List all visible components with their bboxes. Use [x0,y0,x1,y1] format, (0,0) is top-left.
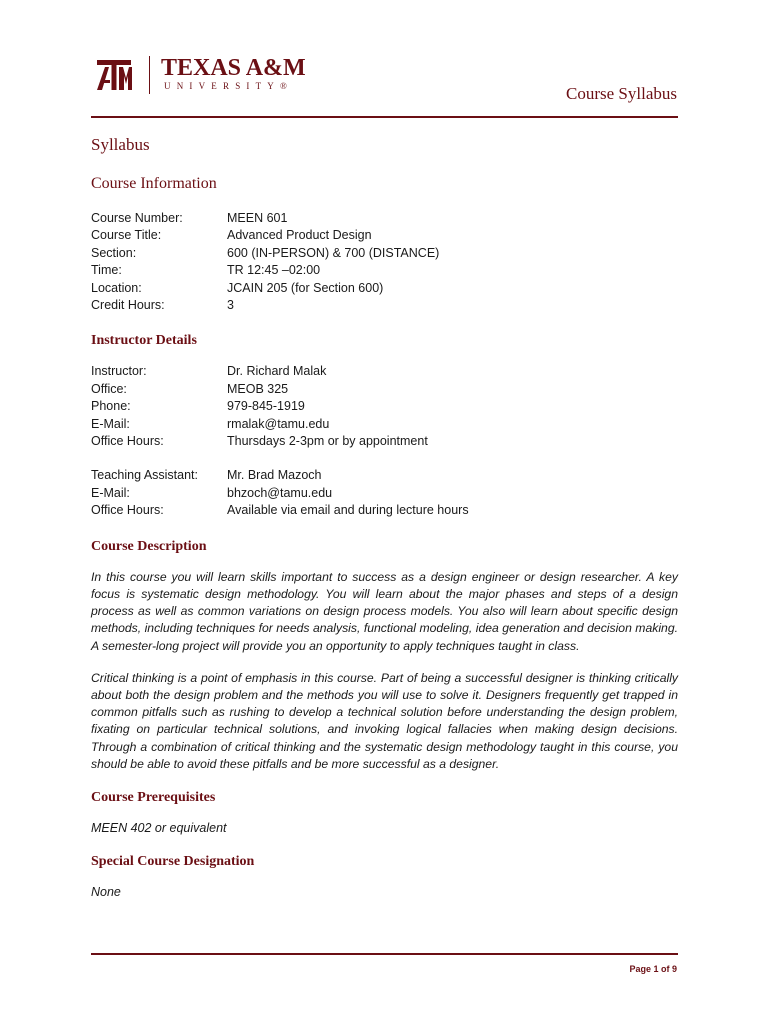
instructor-details-heading: Instructor Details [91,333,197,349]
info-label: Course Number: [91,211,183,225]
info-value: 600 (IN-PERSON) & 700 (DISTANCE) [227,245,440,260]
instructor-value: Dr. Richard Malak [227,364,327,379]
ta-row [91,467,678,484]
instructor-value: Thursdays 2-3pm or by appointment [227,434,428,449]
info-row [91,297,678,314]
info-row [91,280,678,297]
ta-row [91,502,678,519]
info-value: Advanced Product Design [227,228,372,243]
course-information-heading: Course Information [91,175,217,192]
info-row [91,245,678,262]
document-title: Course Syllabus [566,84,677,103]
description-paragraph: Critical thinking is a point of emphasis in this course. Part of being a successful designer is thinking critically about both the design problem and the methods you will use to solve it. Designers frequently get trapped in common pitfalls such as rushing to develop a technical solution before understanding the design problem, fixating on particular technical solutions, and invoking logical fallacies when making design decisions. Through a combination of critical thinking and the systematic design methodology taught in this course, you should be able to avoid these pitfalls and be more successful as a designer. [91,670,678,771]
instructor-label: Office: [91,381,127,396]
info-row [91,227,678,244]
page-number: Page 1 of 9 [629,964,677,974]
ta-row [91,485,678,502]
instructor-row [91,381,678,398]
info-label: Credit Hours: [91,298,165,313]
description-paragraph: In this course you will learn skills important to success as a design engineer or design researcher. A key focus is systematic design methodology. You will learn about the major phases and steps of a design process as well as common variations on design process models. You also will learn about specific design methods, including techniques for needs analysis, functional modeling, idea generation and decision making. A semester-long project will provide you an opportunity to apply techniques taught in class. [91,569,678,653]
instructor-email[interactable]: rmalak@tamu.edu [227,416,330,431]
instructor-label: Phone: [91,399,131,414]
info-label: Course Title: [91,228,162,243]
prerequisites-text: MEEN 402 or equivalent [91,820,227,835]
header-divider [91,116,678,118]
course-description-heading: Course Description [91,538,207,554]
logo-wordmark: TEXAS A&M [161,55,306,81]
info-value: JCAIN 205 (for Section 600) [227,280,384,295]
ta-value: Available via email and during lecture hours [227,503,469,518]
ta-email[interactable]: bhzoch@tamu.edu [227,485,333,500]
special-designation-text: None [91,884,121,899]
instructor-value: 979-845-1919 [227,399,305,414]
instructor-row [91,416,678,433]
logo-subtitle: UNIVERSITY® [164,81,294,91]
info-label: Time: [91,263,122,278]
special-designation-heading: Special Course Designation [91,853,255,869]
ta-label: Office Hours: [91,503,164,518]
footer-divider [91,953,678,955]
info-value: MEEN 601 [227,211,288,225]
info-row [91,262,678,279]
instructor-label: Instructor: [91,364,147,379]
ta-label: E-Mail: [91,485,130,500]
syllabus-content [91,134,678,916]
instructor-label: E-Mail: [91,416,130,431]
info-label: Location: [91,280,142,295]
instructor-row [91,363,678,380]
instructor-row [91,398,678,415]
logo-separator [149,56,150,94]
info-value: 3 [227,298,234,313]
instructor-row [91,433,678,450]
ta-value: Mr. Brad Mazoch [227,468,322,483]
spacer [91,450,678,467]
atm-logo-icon [95,58,133,92]
course-information-table [91,210,678,314]
page-title: Syllabus [91,135,150,154]
instructor-details-table [91,363,678,519]
instructor-label: Office Hours: [91,434,164,449]
info-label: Section: [91,245,137,260]
instructor-value: MEOB 325 [227,381,289,396]
ta-label: Teaching Assistant: [91,468,199,483]
course-prerequisites-heading: Course Prerequisites [91,789,216,805]
info-row [91,210,678,227]
info-value: TR 12:45 –02:00 [227,263,321,278]
